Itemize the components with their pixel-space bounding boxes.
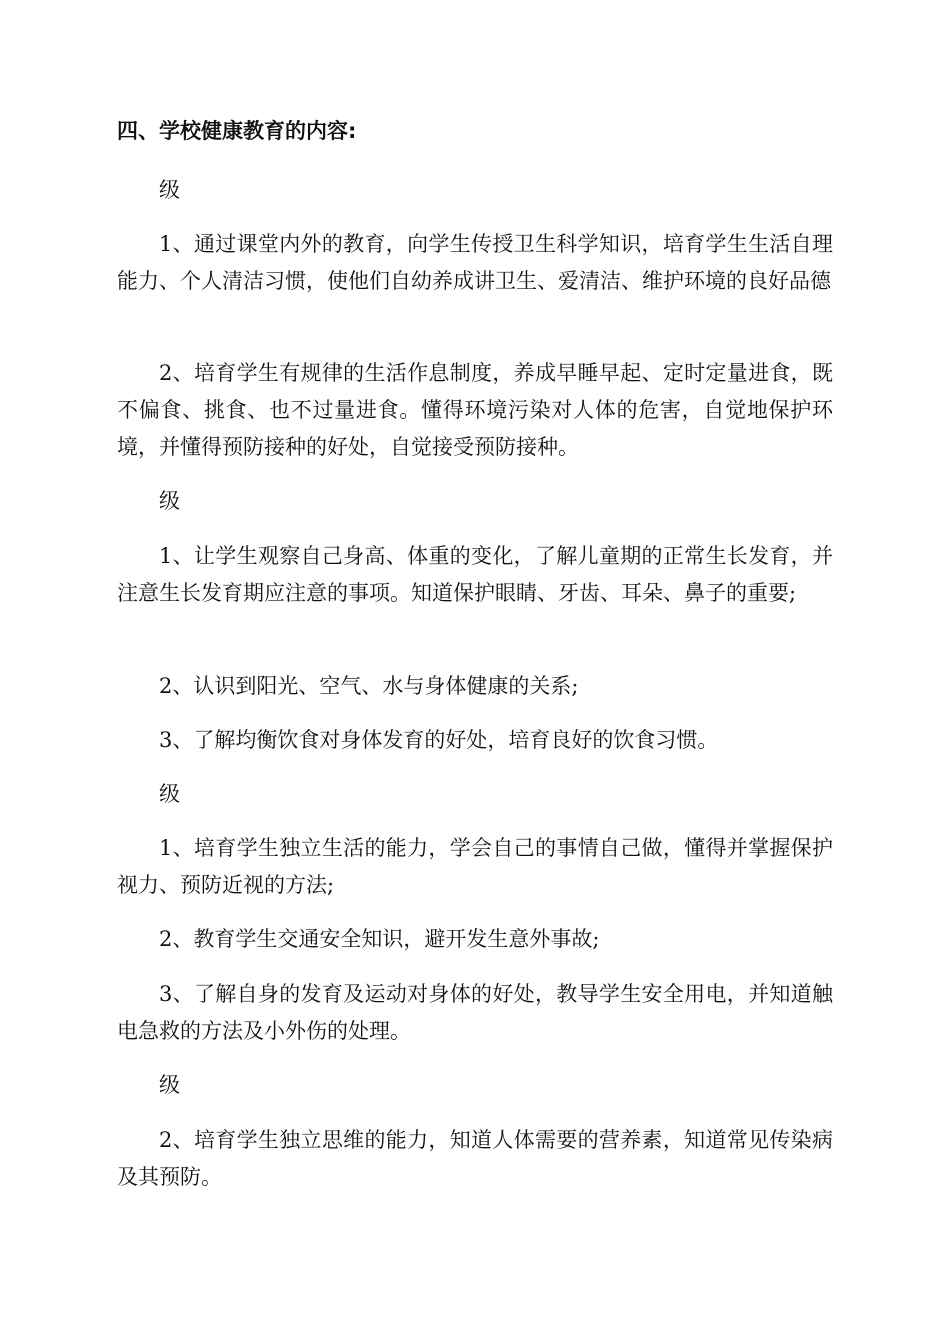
grade-label-4: 级 [159,1073,180,1097]
paragraph-3-1: 1、培育学生独立生活的能力，学会自己的事情自己做，懂得并掌握保护视力、预防近视的方法; [117,836,833,897]
grade-label-2: 级 [159,489,180,513]
paragraph-1-2: 2、培育学生有规律的生活作息制度，养成早睡早起、定时定量进食，既不偏食、挑食、也不过量进食。懂得环境污染对人体的危害，自觉地保护环境，并懂得预防接种的好处，自觉接受预防接种。 [117,361,833,459]
paragraph-3-2: 2、教育学生交通安全知识，避开发生意外事故; [159,927,600,951]
paragraph-2-2: 2、认识到阳光、空气、水与身体健康的关系; [159,674,579,698]
paragraph-2-3: 3、了解均衡饮食对身体发育的好处，培育良好的饮食习惯。 [159,728,719,752]
paragraph-2-1: 1、让学生观察自己身高、体重的变化，了解儿童期的正常生长发育，并注意生长发育期应注意的事项。知道保护眼睛、牙齿、耳朵、鼻子的重要; [117,544,833,605]
grade-label-1: 级 [159,178,180,202]
paragraph-3-3: 3、了解自身的发育及运动对身体的好处，教导学生安全用电，并知道触电急救的方法及小外伤的处理。 [117,982,833,1043]
paragraph-1-1: 1、通过课堂内外的教育，向学生传授卫生科学知识，培育学生生活自理能力、个人清洁习惯，使他们自幼养成讲卫生、爱清洁、维护环境的良好品德 [117,232,833,293]
section-heading: 四、学校健康教育的内容: [117,119,357,143]
paragraph-4-1: 2、培育学生独立思维的能力，知道人体需要的营养素，知道常见传染病及其预防。 [117,1128,833,1189]
grade-label-3: 级 [159,782,180,806]
